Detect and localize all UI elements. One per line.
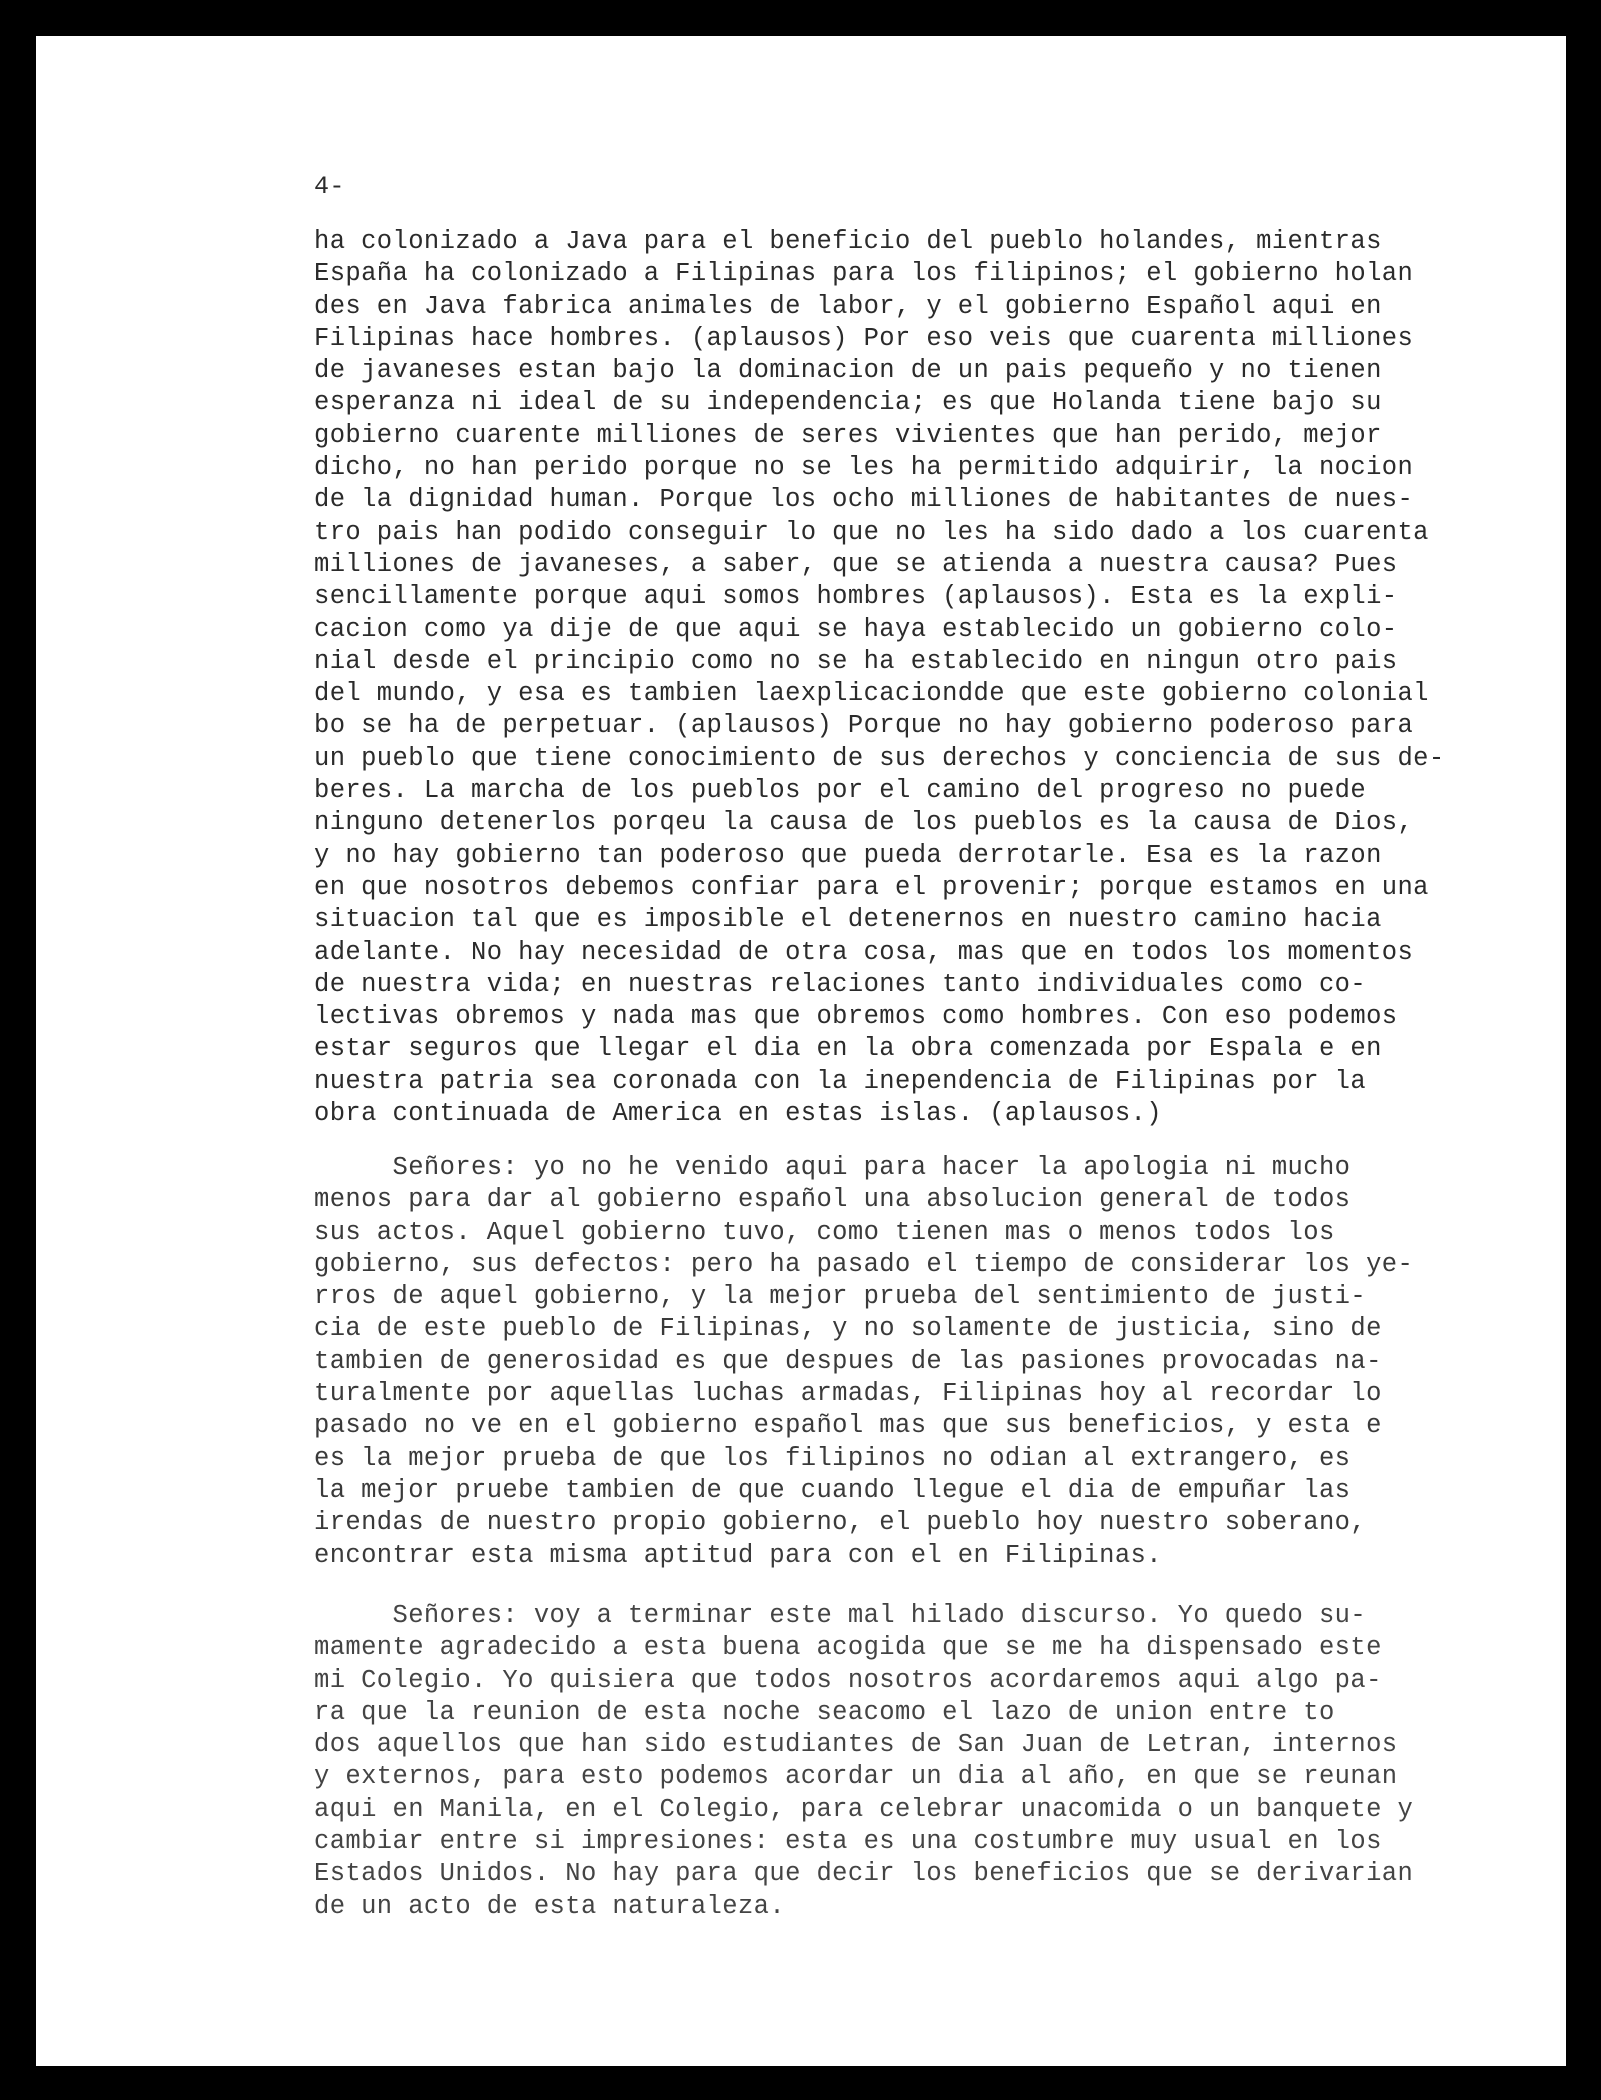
document-page: [36, 36, 1566, 2066]
paragraph-1: ha colonizado a Java para el beneficio del pueblo holandes, mientras España ha colonizado a Filipinas para los filipinos; el gobierno holan des en Java fabrica animales de labor, y el gobierno Español aqui en Filipinas hace hombres. (aplausos) Por eso veis que cuarenta milliones de javaneses estan bajo la dominacion de un pais pequeño y no tienen esperanza ni ideal de su independencia; es que Holanda tiene bajo su gobierno cuarente milliones de seres vivientes que han perido, mejor dicho, no han perido porque no se les ha permitido adquirir, la nocion de la dignidad human. Porque los ocho milliones de habitantes de nues- tro pais han podido conseguir lo que no les ha sido dado a los cuarenta milliones de javaneses, a saber, que se atienda a nuestra causa? Pues sencillamente porque aqui somos hombres (aplausos). Esta es la expli- cacion como ya dije de que aqui se haya establecido un gobierno colo- nial desde el principio como no se ha establecido en ningun otro pais del mundo, y esa es tambien laexplicaciondde que este gobierno colonial bo se ha de perpetuar. (aplausos) Porque no hay gobierno poderoso para un pueblo que tiene conocimiento de sus derechos y conciencia de sus de- beres. La marcha de los pueblos por el camino del progreso no puede ninguno detenerlos porqeu la causa de los pueblos es la causa de Dios, y no hay gobierno tan poderoso que pueda derrotarle. Esa es la razon en que nosotros debemos confiar para el provenir; porque estamos en una situacion tal que es imposible el detenernos en nuestro camino hacia adelante. No hay necesidad de otra cosa, mas que en todos los momentos de nuestra vida; en nuestras relaciones tanto individuales como co- lectivas obremos y nada mas que obremos como hombres. Con eso podemos estar seguros que llegar el dia en la obra comenzada por Espala e en nuestra patria sea coronada con la inependencia de Filipinas por la obra continuada de America en estas islas. (aplausos.): [314, 227, 1445, 1129]
paragraph-2: Señores: yo no he venido aqui para hacer la apologia ni mucho menos para dar al gobierno español una absolucion general de todos sus actos. Aquel gobierno tuvo, como tienen mas o menos todos los gobierno, sus defectos: pero ha pasado el tiempo de considerar los ye- rros de aquel gobierno, y la mejor prueba del sentimiento de justi- cia de este pueblo de Filipinas, y no solamente de justicia, sino de tambien de generosidad es que despues de las pasiones provocadas na- turalmente por aquellas luchas armadas, Filipinas hoy al recordar lo pasado no ve en el gobierno español mas que sus beneficios, y esta e es la mejor prueba de que los filipinos no odian al extrangero, es la mejor pruebe tambien de que cuando llegue el dia de empuñar las irendas de nuestro propio gobierno, el pueblo hoy nuestro soberano, encontrar esta misma aptitud para con el en Filipinas.: [314, 1153, 1414, 1570]
page-number: 4-: [314, 172, 345, 201]
paragraph-3: Señores: voy a terminar este mal hilado discurso. Yo quedo su- mamente agradecido a esta buena acogida que se me ha dispensado este mi Colegio. Yo quisiera que todos nosotros acordaremos aqui algo pa- ra que la reunion de esta noche seacomo el lazo de union entre to dos aquellos que han sido estudiantes de San Juan de Letran, internos y externos, para esto podemos acordar un dia al año, en que se reunan aqui en Manila, en el Colegio, para celebrar unacomida o un banquete y cambiar entre si impresiones: esta es una costumbre muy usual en los Estados Unidos. No hay para que decir los beneficios que se derivarian de un acto de esta naturaleza.: [314, 1601, 1414, 1921]
